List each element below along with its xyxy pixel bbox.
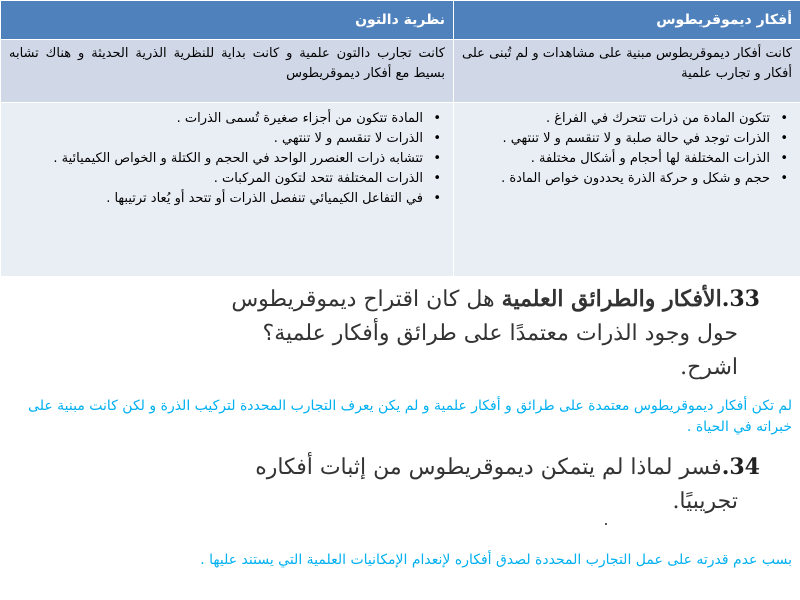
intro-dalton-text: كانت تجارب دالتون علمية و كانت بداية للنظرية الذرية الحديثة و هناك تشابه بسيط مع أفكار ديموقريطوس: [9, 46, 445, 81]
answer-34: بسب عدم قدرته على عمل التجارب المحددة لصدق أفكاره لإنعدام الإمكانيات العلمية التي يستند عليها .: [200, 552, 792, 568]
list-item: • تتكون المادة من ذرات تتحرك في الفراغ .: [464, 109, 770, 129]
question-33: [200, 282, 760, 385]
list-item: • تتشابه ذرات العنصرر الواحد في الحجم و الكتلة و الخواص الكيميائية .: [11, 149, 423, 169]
stray-dot: [605, 523, 607, 525]
answer-33: لم تكن أفكار ديموقريطوس معتمدة على طرائق و أفكار علمية و لم يكن يعرف التجارب المحددة لتركيب الذرة و لكن كانت مبنية على خبراته في الحياة .: [28, 398, 792, 435]
list-item: • الذرات توجد في حالة صلبة و لا تنقسم و لا تنتهي .: [464, 129, 770, 149]
list-item: • حجم و شكل و حركة الذرة يحددون خواص المادة .: [464, 169, 770, 189]
intro-democritus-cell: [454, 40, 800, 103]
question-34: [200, 450, 760, 519]
header-dalton: نظرية دالتون: [1, 1, 454, 40]
points-dalton-cell: [1, 103, 454, 277]
question-33-number: 33.: [721, 286, 760, 312]
comparison-table: [0, 0, 800, 277]
question-33-line1: [200, 282, 760, 317]
list-item: • في التفاعل الكيميائي تنفصل الذرات أو تتحد أو يُعاد ترتيبها .: [11, 189, 423, 209]
table-row-points: [1, 103, 800, 277]
intro-democritus-text: كانت أفكار ديموقريطوس مبنية على مشاهدات و لم تُبنى على أفكار و تجارب علمية: [462, 46, 792, 81]
question-34-line2: تجريبيًا.: [672, 489, 738, 514]
question-33-line1-rest: هل كان اقتراح ديموقريطوس: [231, 287, 502, 312]
table-header-row: [1, 1, 800, 40]
list-item: • الذرات لا تنقسم و لا تنتهي .: [11, 129, 423, 149]
dalton-points-list: [1, 109, 453, 209]
question-33-line3: اشرح.: [680, 355, 738, 380]
question-33-line2: حول وجود الذرات معتمدًا على طرائق وأفكار علمية؟: [262, 321, 738, 346]
list-item: • المادة تتكون من أجزاء صغيرة تُسمى الذرات .: [11, 109, 423, 129]
question-33-lead: الأفكار والطرائق العلمية: [501, 286, 722, 312]
list-item: • الذرات المختلفة تتحد لتكون المركبات .: [11, 169, 423, 189]
table-row-intro: [1, 40, 800, 103]
question-34-line1-text: فسر لماذا لم يتمكن ديموقريطوس من إثبات أفكاره: [255, 455, 722, 480]
intro-dalton-cell: [1, 40, 454, 103]
question-34-number: 34.: [721, 454, 760, 480]
question-34-line1: [200, 450, 760, 485]
header-democritus: أفكار ديموقريطوس: [454, 1, 800, 40]
points-democritus-cell: [454, 103, 800, 277]
democritus-points-list: [454, 109, 800, 189]
list-item: • الذرات المختلفة لها أحجام و أشكال مختلفة .: [464, 149, 770, 169]
